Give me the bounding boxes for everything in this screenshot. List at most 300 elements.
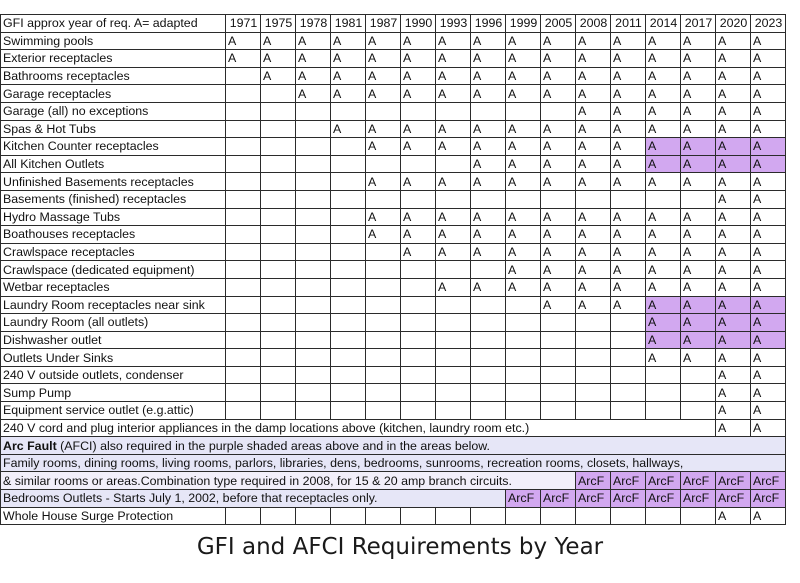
cell-value: A: [401, 50, 436, 68]
cell-value: A: [541, 67, 576, 85]
cell-value: A: [366, 120, 401, 138]
cell-value: [401, 155, 436, 173]
row-label: Dishwasher outlet: [1, 331, 226, 349]
cell-value: A: [401, 85, 436, 103]
cell-value: A: [716, 366, 751, 384]
cell-value: A: [576, 226, 611, 244]
cell-value: [506, 314, 541, 332]
cell-value: [471, 349, 506, 367]
cell-value: [436, 366, 471, 384]
cell-value: [261, 208, 296, 226]
cell-value: A: [646, 226, 681, 244]
cell-value: [611, 190, 646, 208]
cell-value: A: [611, 208, 646, 226]
cell-value: [471, 366, 506, 384]
cell-value: [296, 138, 331, 156]
cell-value: A: [576, 296, 611, 314]
arc-fault-rest: (AFCI) also required in the purple shaded areas above and in the areas below.: [56, 438, 490, 453]
cell-value: A: [681, 261, 716, 279]
cell-value: [226, 226, 261, 244]
table-row: [1, 155, 786, 173]
cell-value: A: [751, 261, 786, 279]
cell-value: [541, 507, 576, 525]
cell-value: [681, 402, 716, 420]
year-header: 1978: [296, 15, 331, 33]
cell-value: [296, 120, 331, 138]
table-row: [1, 120, 786, 138]
cell-value: [331, 102, 366, 120]
cell-value: [331, 314, 366, 332]
cell-value: A: [646, 85, 681, 103]
cell-value: A: [751, 507, 786, 525]
cell-value: [261, 243, 296, 261]
cell-value: A: [401, 67, 436, 85]
cell-value: A: [751, 85, 786, 103]
row-label: Whole House Surge Protection: [1, 507, 226, 525]
cell-value: A: [576, 50, 611, 68]
cell-value: A: [751, 138, 786, 156]
table-row: [1, 208, 786, 226]
cell-value: ArcF: [611, 490, 646, 508]
cell-value: [401, 278, 436, 296]
cell-value: A: [471, 138, 506, 156]
table-row: [1, 138, 786, 156]
row-label: Wetbar receptacles: [1, 278, 226, 296]
cell-value: A: [751, 384, 786, 402]
cell-value: A: [611, 261, 646, 279]
year-header: 2014: [646, 15, 681, 33]
cell-value: A: [541, 138, 576, 156]
cell-value: A: [541, 50, 576, 68]
row-label: Kitchen Counter receptacles: [1, 138, 226, 156]
cell-value: [226, 349, 261, 367]
cell-value: A: [751, 208, 786, 226]
row-label: Swimming pools: [1, 32, 226, 50]
cell-value: [646, 366, 681, 384]
cell-value: [261, 102, 296, 120]
cell-value: A: [506, 32, 541, 50]
cell-value: A: [611, 85, 646, 103]
cell-value: [681, 190, 716, 208]
cell-value: [681, 507, 716, 525]
cell-value: [506, 366, 541, 384]
family-rooms-row: [1, 454, 786, 472]
cell-value: [366, 366, 401, 384]
cell-value: [611, 314, 646, 332]
row-label: Equipment service outlet (e.g.attic): [1, 402, 226, 420]
cell-value: [366, 278, 401, 296]
cell-value: A: [751, 243, 786, 261]
cell-value: A: [716, 85, 751, 103]
cell-value: [366, 190, 401, 208]
cell-value: [366, 314, 401, 332]
year-header: 1975: [261, 15, 296, 33]
cell-value: [331, 208, 366, 226]
cell-value: A: [436, 138, 471, 156]
cell-value: [401, 349, 436, 367]
cell-value: [611, 349, 646, 367]
cell-value: A: [681, 331, 716, 349]
cell-value: [261, 226, 296, 244]
cell-value: A: [576, 120, 611, 138]
cell-value: [401, 190, 436, 208]
row-label: All Kitchen Outlets: [1, 155, 226, 173]
cell-value: A: [401, 120, 436, 138]
cell-value: [506, 507, 541, 525]
cell-value: [261, 261, 296, 279]
cell-value: A: [681, 155, 716, 173]
cell-value: A: [716, 226, 751, 244]
cell-value: A: [751, 402, 786, 420]
cell-value: A: [751, 296, 786, 314]
cell-value: [296, 208, 331, 226]
year-header: 1999: [506, 15, 541, 33]
cell-value: A: [436, 85, 471, 103]
cell-value: [226, 314, 261, 332]
cell-value: [541, 331, 576, 349]
cell-value: [366, 243, 401, 261]
cell-value: A: [646, 349, 681, 367]
cell-value: A: [331, 32, 366, 50]
cell-value: A: [681, 314, 716, 332]
cell-value: A: [331, 50, 366, 68]
cell-value: [296, 349, 331, 367]
cell-value: A: [646, 102, 681, 120]
year-header: 2020: [716, 15, 751, 33]
table-row: [1, 50, 786, 68]
cell-value: A: [576, 173, 611, 191]
cell-value: A: [646, 173, 681, 191]
cell-value: [296, 102, 331, 120]
cell-value: ArcF: [576, 490, 611, 508]
cell-value: ArcF: [646, 490, 681, 508]
cell-value: A: [261, 32, 296, 50]
cell-value: [506, 402, 541, 420]
cell-value: [646, 190, 681, 208]
cell-value: [331, 331, 366, 349]
cell-value: A: [751, 366, 786, 384]
cell-value: A: [716, 278, 751, 296]
row-label: Garage (all) no exceptions: [1, 102, 226, 120]
cell-value: A: [716, 243, 751, 261]
cell-value: [296, 402, 331, 420]
cell-value: [261, 155, 296, 173]
cell-value: A: [751, 102, 786, 120]
cell-value: [331, 261, 366, 279]
afci-section: [1, 419, 786, 525]
cell-value: A: [436, 226, 471, 244]
cell-value: A: [716, 507, 751, 525]
table-row: [1, 67, 786, 85]
row-label: Unfinished Basements receptacles: [1, 173, 226, 191]
cell-value: A: [541, 226, 576, 244]
cell-value: [471, 102, 506, 120]
cell-value: [471, 402, 506, 420]
cell-value: [611, 331, 646, 349]
table-row: [1, 384, 786, 402]
cell-value: A: [296, 32, 331, 50]
cell-value: ArcF: [506, 490, 541, 508]
cell-value: [506, 190, 541, 208]
similar-rooms-row: [1, 472, 786, 490]
cell-value: [401, 261, 436, 279]
page-title: GFI and AFCI Requirements by Year: [196, 534, 604, 560]
cell-value: ArcF: [681, 490, 716, 508]
table-row: [1, 278, 786, 296]
cell-value: [401, 402, 436, 420]
cell-value: [366, 155, 401, 173]
cell-value: A: [646, 296, 681, 314]
cell-value: A: [751, 226, 786, 244]
cell-value: A: [611, 32, 646, 50]
cell-value: A: [471, 85, 506, 103]
cell-value: A: [436, 208, 471, 226]
cell-value: [436, 261, 471, 279]
cell-value: A: [541, 208, 576, 226]
cell-value: A: [716, 173, 751, 191]
cell-value: A: [611, 138, 646, 156]
cell-value: [296, 155, 331, 173]
cell-value: [331, 384, 366, 402]
cell-value: [611, 402, 646, 420]
cell-value: A: [611, 120, 646, 138]
bedrooms-row: [1, 490, 786, 508]
cell-value: A: [331, 120, 366, 138]
cell-value: A: [576, 261, 611, 279]
cell-value: [226, 507, 261, 525]
cell-value: A: [506, 243, 541, 261]
cell-value: A: [506, 138, 541, 156]
cell-value: A: [751, 155, 786, 173]
cell-value: [226, 190, 261, 208]
year-header: 2011: [611, 15, 646, 33]
row-label: Basements (finished) receptacles: [1, 190, 226, 208]
cell-value: A: [716, 120, 751, 138]
cell-value: A: [716, 67, 751, 85]
cell-value: A: [751, 331, 786, 349]
cell-value: A: [436, 120, 471, 138]
table-row: [1, 32, 786, 50]
cell-value: [261, 173, 296, 191]
cell-value: [541, 190, 576, 208]
cell-value: A: [751, 419, 786, 437]
cell-value: [226, 366, 261, 384]
cell-value: A: [681, 173, 716, 191]
cell-value: ArcF: [646, 472, 681, 490]
cell-value: A: [646, 208, 681, 226]
cell-value: A: [576, 102, 611, 120]
year-header: 1971: [226, 15, 261, 33]
cell-value: A: [646, 331, 681, 349]
cell-value: A: [576, 278, 611, 296]
cell-value: [296, 278, 331, 296]
cell-value: [331, 366, 366, 384]
cell-value: [226, 155, 261, 173]
cell-value: [366, 102, 401, 120]
requirements-table: [0, 14, 786, 525]
cell-value: A: [646, 155, 681, 173]
cell-value: A: [611, 50, 646, 68]
cell-value: [296, 173, 331, 191]
cell-value: A: [681, 278, 716, 296]
cell-value: A: [436, 50, 471, 68]
cell-value: A: [681, 50, 716, 68]
cell-value: [366, 349, 401, 367]
cell-value: A: [401, 226, 436, 244]
cell-value: A: [506, 120, 541, 138]
cell-value: A: [611, 67, 646, 85]
cell-value: A: [681, 67, 716, 85]
cell-value: A: [611, 226, 646, 244]
row-label: Outlets Under Sinks: [1, 349, 226, 367]
cell-value: A: [506, 261, 541, 279]
cell-value: [401, 331, 436, 349]
cell-value: [226, 85, 261, 103]
cell-value: A: [541, 243, 576, 261]
cell-value: [576, 384, 611, 402]
header-label: GFI approx year of req. A= adapted: [1, 15, 226, 33]
cell-value: A: [716, 50, 751, 68]
cell-value: A: [296, 67, 331, 85]
table-row: [1, 349, 786, 367]
cell-value: A: [611, 243, 646, 261]
cell-value: [296, 296, 331, 314]
cell-value: A: [436, 278, 471, 296]
cell-value: [541, 402, 576, 420]
cell-value: [436, 155, 471, 173]
cell-value: A: [506, 208, 541, 226]
cell-value: A: [681, 296, 716, 314]
cell-value: A: [541, 296, 576, 314]
cell-value: [436, 349, 471, 367]
table-row: [1, 243, 786, 261]
cell-value: A: [366, 50, 401, 68]
cell-value: A: [471, 67, 506, 85]
cell-value: [366, 507, 401, 525]
cell-value: [261, 349, 296, 367]
cell-value: [226, 402, 261, 420]
cell-value: A: [716, 419, 751, 437]
cell-value: [296, 190, 331, 208]
row-label: Crawlspace receptacles: [1, 243, 226, 261]
cell-value: [436, 190, 471, 208]
cell-value: A: [401, 32, 436, 50]
cell-value: A: [716, 402, 751, 420]
cell-value: A: [471, 243, 506, 261]
cell-value: [506, 349, 541, 367]
cell-value: A: [681, 32, 716, 50]
row-label: Laundry Room (all outlets): [1, 314, 226, 332]
cell-value: [471, 296, 506, 314]
cell-value: A: [366, 173, 401, 191]
cell-value: A: [716, 138, 751, 156]
table-row: [1, 102, 786, 120]
cell-value: [436, 331, 471, 349]
cell-value: A: [331, 85, 366, 103]
cell-value: A: [576, 208, 611, 226]
cell-value: [331, 173, 366, 191]
cell-value: [226, 67, 261, 85]
cell-value: [261, 296, 296, 314]
cell-value: A: [506, 226, 541, 244]
cell-value: [226, 296, 261, 314]
cell-value: [331, 226, 366, 244]
cell-value: A: [576, 243, 611, 261]
cell-value: A: [611, 155, 646, 173]
cell-value: ArcF: [751, 472, 786, 490]
table-row: [1, 419, 786, 437]
cell-value: A: [506, 67, 541, 85]
row-label: Spas & Hot Tubs: [1, 120, 226, 138]
cell-value: [436, 507, 471, 525]
cell-value: A: [366, 208, 401, 226]
arc-fault-bold: Arc Fault: [3, 438, 57, 453]
cell-value: A: [751, 349, 786, 367]
row-label: Bedrooms Outlets - Starts July 1, 2002, before that receptacles only.: [1, 490, 506, 508]
cell-value: [366, 331, 401, 349]
cell-value: A: [541, 120, 576, 138]
cell-value: [401, 384, 436, 402]
year-header: 2005: [541, 15, 576, 33]
table-row: [1, 190, 786, 208]
arc-fault-note-row: [1, 437, 786, 455]
cell-value: [611, 507, 646, 525]
cell-value: [261, 314, 296, 332]
cell-value: [331, 402, 366, 420]
cell-value: [226, 261, 261, 279]
cell-value: [261, 138, 296, 156]
cell-value: [261, 190, 296, 208]
cell-value: A: [681, 349, 716, 367]
cell-value: A: [646, 50, 681, 68]
cell-value: A: [681, 208, 716, 226]
cell-value: A: [471, 32, 506, 50]
table-row: [1, 173, 786, 191]
cell-value: [296, 384, 331, 402]
cell-value: [261, 384, 296, 402]
cell-value: [296, 366, 331, 384]
cell-value: A: [681, 85, 716, 103]
requirement-rows: [1, 32, 786, 419]
row-label: Exterior receptacles: [1, 50, 226, 68]
cell-value: A: [401, 243, 436, 261]
cell-value: A: [681, 120, 716, 138]
cell-value: A: [506, 278, 541, 296]
cell-value: A: [716, 349, 751, 367]
cell-value: [471, 190, 506, 208]
cell-value: A: [751, 50, 786, 68]
cell-value: A: [716, 102, 751, 120]
cell-value: [226, 331, 261, 349]
cell-value: A: [471, 155, 506, 173]
cell-value: [436, 296, 471, 314]
cell-value: A: [716, 208, 751, 226]
cell-value: [576, 314, 611, 332]
cell-value: [331, 296, 366, 314]
cell-value: [296, 314, 331, 332]
cell-value: A: [296, 50, 331, 68]
cell-value: A: [506, 173, 541, 191]
cell-value: [401, 296, 436, 314]
cell-value: [366, 261, 401, 279]
cell-value: [506, 296, 541, 314]
cell-value: A: [436, 173, 471, 191]
year-header: 1996: [471, 15, 506, 33]
cell-value: A: [541, 278, 576, 296]
row-label: Sump Pump: [1, 384, 226, 402]
table-row: [1, 366, 786, 384]
cell-value: A: [646, 261, 681, 279]
